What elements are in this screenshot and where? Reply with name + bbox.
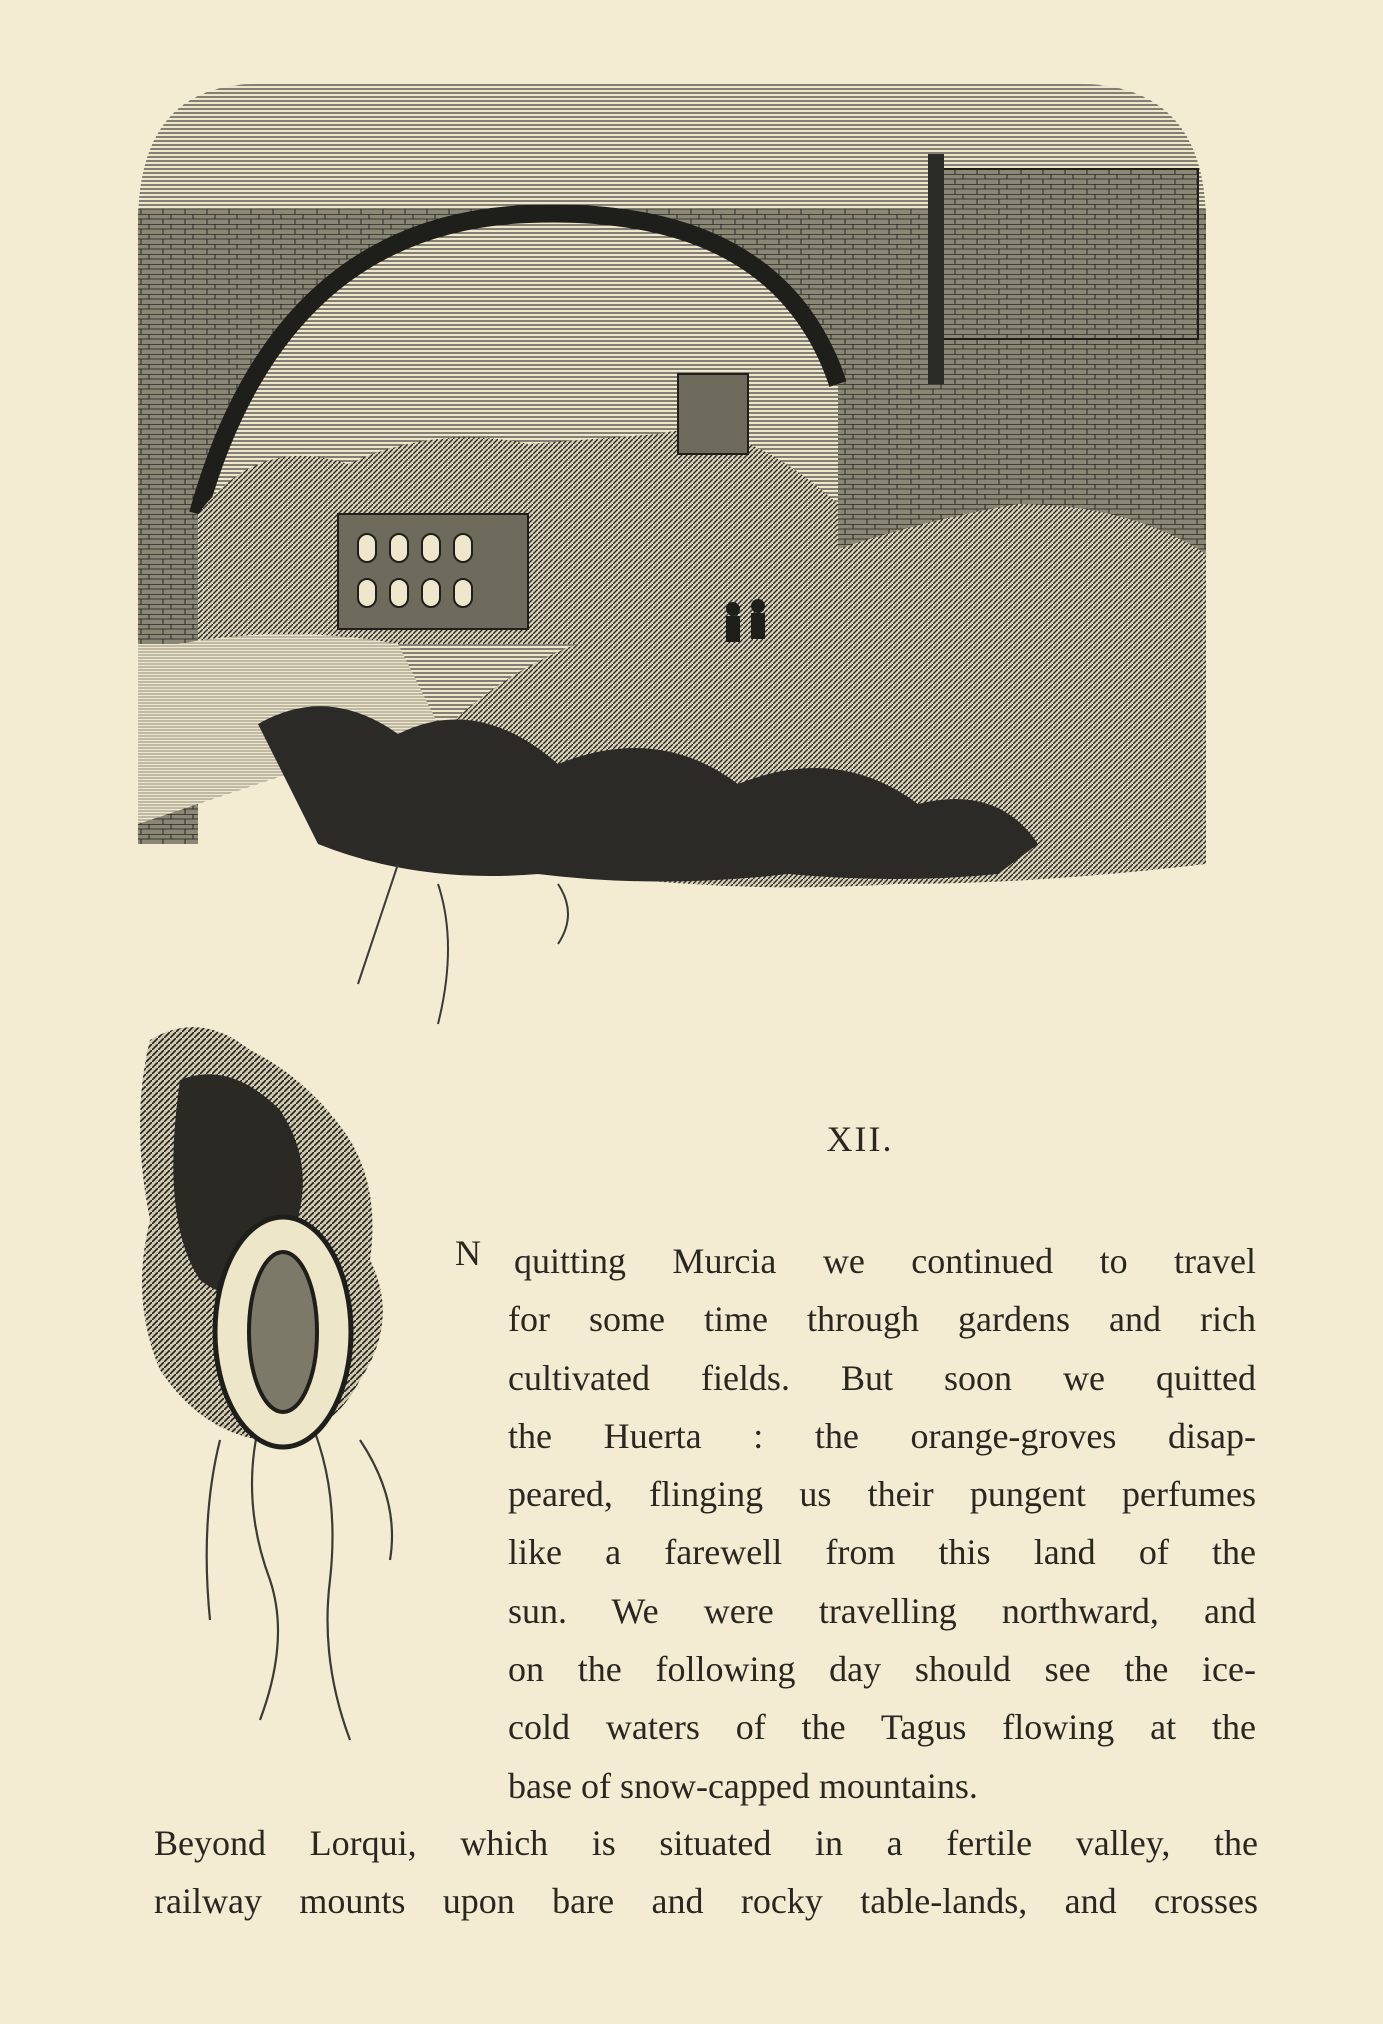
text-line: cultivated fields. But soon we quitted bbox=[508, 1357, 1256, 1398]
paragraph-2 bbox=[154, 1814, 1258, 1930]
ornamental-drop-cap bbox=[140, 1020, 460, 1800]
drop-cap-letter: O bbox=[282, 1350, 284, 1351]
text-line: cold waters of the Tagus flowing at the bbox=[508, 1707, 1256, 1748]
text-line: base of snow-capped mountains. bbox=[508, 1765, 978, 1806]
paragraph-1 bbox=[508, 1232, 1256, 1815]
text-line: for some time through gardens and rich bbox=[508, 1299, 1256, 1340]
bridge-ruins-engraving bbox=[138, 84, 1206, 1044]
paragraph-first-fragment: N bbox=[455, 1233, 481, 1273]
text-line: like a farewell from this land of the bbox=[508, 1532, 1256, 1573]
text-line: peared, flinging us their pungent perfumes bbox=[508, 1474, 1256, 1515]
chapter-number: XII. bbox=[826, 1119, 894, 1159]
text-line: Beyond Lorqui, which is situated in a fertile valley, the bbox=[154, 1823, 1258, 1863]
text-line: railway mounts upon bare and rocky table-lands, and crosses bbox=[154, 1881, 1258, 1921]
text-line: the Huerta : the orange-groves disap- bbox=[508, 1415, 1256, 1456]
text-line: sun. We were travelling northward, and bbox=[508, 1590, 1256, 1631]
text-line: quitting Murcia we continued to travel bbox=[514, 1241, 1256, 1281]
text-line: on the following day should see the ice- bbox=[508, 1649, 1256, 1690]
